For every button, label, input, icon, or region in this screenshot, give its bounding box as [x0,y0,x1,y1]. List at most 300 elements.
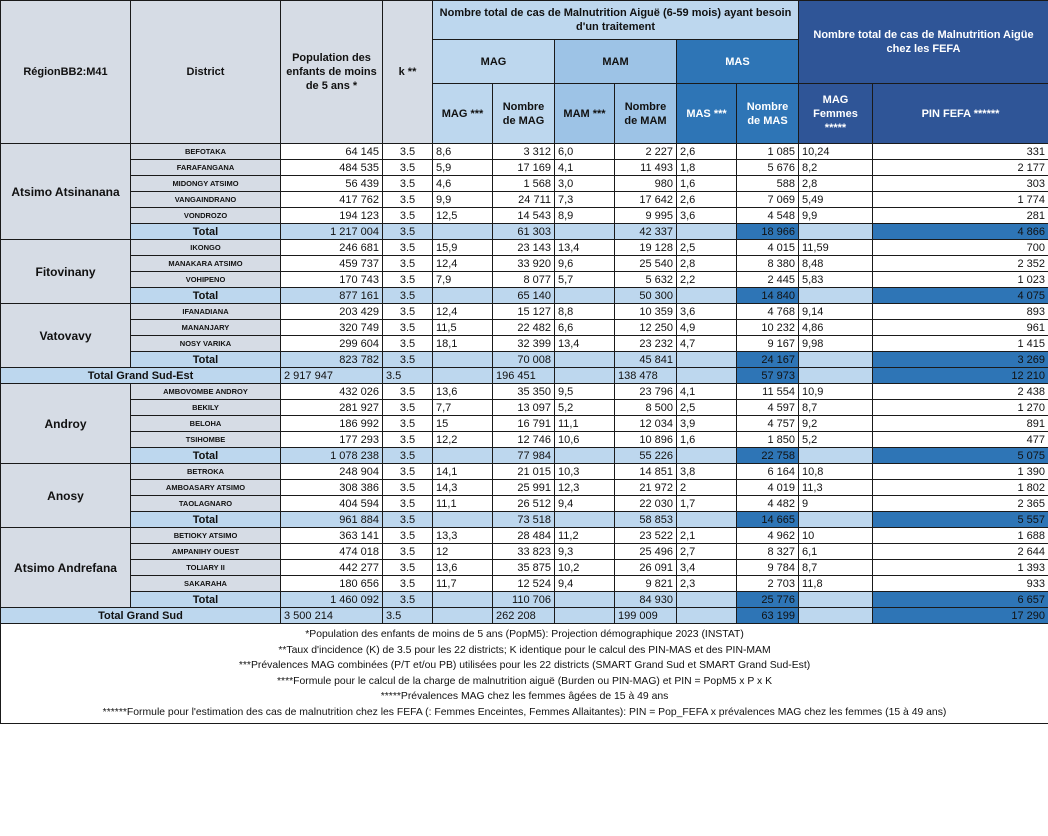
mag-prevalence-cell: 13,6 [433,560,493,576]
mas-count-cell: 9 784 [737,560,799,576]
total-blank [799,352,873,368]
footnote-line: **Taux d'incidence (K) de 3.5 pour les 22 districts; K identique pour le calcul des PIN-MAS et des PIN-MAM [278,644,771,656]
mag-femmes-cell: 9,98 [799,336,873,352]
k-cell: 3.5 [383,496,433,512]
district-row [1,320,1048,336]
mag-prevalence-cell: 9,9 [433,192,493,208]
mas-count-cell: 1 085 [737,144,799,160]
mas-count-cell: 1 850 [737,432,799,448]
mag-femmes-header: MAG Femmes ***** [799,84,873,144]
mas-prevalence-cell: 3,6 [677,304,737,320]
mas-count-cell: 4 015 [737,240,799,256]
total-mag-count: 73 518 [493,512,555,528]
grand-total-k: 3.5 [383,608,433,624]
k-cell: 3.5 [383,560,433,576]
mag-femmes-cell: 6,1 [799,544,873,560]
total-blank [677,448,737,464]
mag-femmes-cell: 11,8 [799,576,873,592]
k-cell: 3.5 [383,208,433,224]
k-cell: 3.5 [383,576,433,592]
mam-prevalence-cell: 13,4 [555,336,615,352]
mag-count-cell: 32 399 [493,336,555,352]
district-name: BEFOTAKA [131,144,281,160]
district-row [1,336,1048,352]
pin-fefa-cell: 1 688 [873,528,1048,544]
mam-prevalence-cell: 12,3 [555,480,615,496]
grand-sud-est-total-row [1,368,1048,384]
total-blank [555,352,615,368]
district-name: SAKARAHA [131,576,281,592]
district-name: BEKILY [131,400,281,416]
district-row [1,544,1048,560]
population-cell: 64 145 [281,144,383,160]
total-blank [799,448,873,464]
district-name: MANANJARY [131,320,281,336]
mag-prevalence-cell: 18,1 [433,336,493,352]
total-population: 1 217 004 [281,224,383,240]
total-mas-count: 22 758 [737,448,799,464]
grand-total-label: Total Grand Sud-Est [1,368,281,384]
population-cell: 442 277 [281,560,383,576]
mag-count-cell: 22 482 [493,320,555,336]
total-k: 3.5 [383,512,433,528]
district-name: BETIOKY ATSIMO [131,528,281,544]
pin-fefa-cell: 891 [873,416,1048,432]
mam-prevalence-cell: 11,1 [555,416,615,432]
k-cell: 3.5 [383,544,433,560]
pin-fefa-cell: 2 644 [873,544,1048,560]
mag-count-cell: 35 350 [493,384,555,400]
region-total-row [1,288,1048,304]
mam-prevalence-cell: 6,6 [555,320,615,336]
mag-femmes-cell: 9,2 [799,416,873,432]
mam-count-cell: 23 232 [615,336,677,352]
district-name: VONDROZO [131,208,281,224]
mam-prevalence-header: MAM *** [555,84,615,144]
total-blank [799,224,873,240]
mag-prevalence-cell: 11,1 [433,496,493,512]
district-row [1,304,1048,320]
mag-femmes-cell: 5,49 [799,192,873,208]
population-cell: 180 656 [281,576,383,592]
total-label: Total [131,288,281,304]
k-cell: 3.5 [383,528,433,544]
total-label: Total [131,448,281,464]
mag-count-cell: 13 097 [493,400,555,416]
k-cell: 3.5 [383,272,433,288]
population-cell: 281 927 [281,400,383,416]
mag-prevalence-cell: 12 [433,544,493,560]
mam-count-cell: 22 030 [615,496,677,512]
mam-count-cell: 9 995 [615,208,677,224]
total-blank [555,512,615,528]
mam-prevalence-cell: 10,2 [555,560,615,576]
mag-count-cell: 12 746 [493,432,555,448]
mam-prevalence-cell: 6,0 [555,144,615,160]
mas-count-cell: 9 167 [737,336,799,352]
mag-femmes-cell: 4,86 [799,320,873,336]
grand-total-blank [433,368,493,384]
pin-fefa-cell: 1 390 [873,464,1048,480]
district-row [1,144,1048,160]
population-cell: 299 604 [281,336,383,352]
footnote-line: ***Prévalences MAG combinées (P/T et/ou PB) utilisées pour les 22 districts (SMART Grand Sud et SMART Grand Sud-Est) [238,660,811,671]
mas-prevalence-cell: 2,1 [677,528,737,544]
mag-prevalence-cell: 12,5 [433,208,493,224]
k-cell: 3.5 [383,304,433,320]
mag-count-cell: 33 823 [493,544,555,560]
population-cell: 432 026 [281,384,383,400]
district-name: MANAKARA ATSIMO [131,256,281,272]
mas-prevalence-cell: 1,6 [677,176,737,192]
total-k: 3.5 [383,352,433,368]
mam-prevalence-cell: 9,3 [555,544,615,560]
population-cell: 248 904 [281,464,383,480]
total-mam-count: 55 226 [615,448,677,464]
total-blank [555,224,615,240]
total-blank [677,288,737,304]
mag-count-cell: 14 543 [493,208,555,224]
district-name: AMBOASARY ATSIMO [131,480,281,496]
pin-fefa-cell: 961 [873,320,1048,336]
k-cell: 3.5 [383,176,433,192]
mas-count-cell: 2 703 [737,576,799,592]
mam-count-cell: 5 632 [615,272,677,288]
region-name: Vatovavy [1,304,131,368]
district-row [1,576,1048,592]
mas-count-header: Nombre de MAS [737,84,799,144]
mas-count-cell: 4 482 [737,496,799,512]
mag-prevalence-cell: 15,9 [433,240,493,256]
k-cell: 3.5 [383,240,433,256]
district-row [1,416,1048,432]
mam-prevalence-cell: 10,3 [555,464,615,480]
grand-total-blank [433,608,493,624]
mam-prevalence-cell: 3,0 [555,176,615,192]
mag-count-cell: 21 015 [493,464,555,480]
mas-count-cell: 5 676 [737,160,799,176]
mas-count-cell: 4 768 [737,304,799,320]
mas-count-cell: 588 [737,176,799,192]
total-blank [677,352,737,368]
mas-prevalence-cell: 4,9 [677,320,737,336]
total-label: Total [131,592,281,608]
pin-fefa-cell: 281 [873,208,1048,224]
mam-prevalence-cell: 7,3 [555,192,615,208]
footnotes-row [1,624,1048,724]
mam-count-cell: 23 522 [615,528,677,544]
pin-fefa-cell: 2 177 [873,160,1048,176]
k-cell: 3.5 [383,384,433,400]
mag-femmes-cell: 5,83 [799,272,873,288]
total-mas-count: 14 840 [737,288,799,304]
population-cell: 186 992 [281,416,383,432]
district-name: AMPANIHY OUEST [131,544,281,560]
mas-prevalence-cell: 2,5 [677,240,737,256]
region-header: RégionBB2:M41 [1,1,131,144]
grand-total-mag-count: 262 208 [493,608,555,624]
total-population: 961 884 [281,512,383,528]
region-name: Fitovinany [1,240,131,304]
district-row [1,480,1048,496]
region-total-row [1,224,1048,240]
mag-count-header: Nombre de MAG [493,84,555,144]
mag-prevalence-cell: 7,7 [433,400,493,416]
total-blank [433,224,493,240]
grand-total-label: Total Grand Sud [1,608,281,624]
total-blank [677,592,737,608]
grand-total-blank [555,368,615,384]
population-cell: 363 141 [281,528,383,544]
mas-count-cell: 4 962 [737,528,799,544]
footnote-line: *****Prévalences MAG chez les femmes âgées de 15 à 49 ans [380,691,669,702]
mag-femmes-cell: 10 [799,528,873,544]
mag-count-cell: 3 312 [493,144,555,160]
mag-prevalence-header: MAG *** [433,84,493,144]
total-pin-fefa: 4 075 [873,288,1048,304]
footnotes [1,624,1048,724]
mam-count-cell: 12 250 [615,320,677,336]
population-cell: 459 737 [281,256,383,272]
grand-total-blank [799,368,873,384]
district-name: FARAFANGANA [131,160,281,176]
mag-group-header: MAG [433,40,555,84]
mag-count-cell: 35 875 [493,560,555,576]
total-pin-fefa: 3 269 [873,352,1048,368]
population-cell: 417 762 [281,192,383,208]
mas-prevalence-cell: 2,8 [677,256,737,272]
total-blank [433,288,493,304]
mag-femmes-cell: 10,8 [799,464,873,480]
district-header: District [131,1,281,144]
fefa-group-header: Nombre total de cas de Malnutrition Aigüe chez les FEFA [799,1,1048,84]
total-blank [433,592,493,608]
pin-fefa-cell: 331 [873,144,1048,160]
grand-sud-total-row [1,608,1048,624]
pin-fefa-cell: 1 415 [873,336,1048,352]
total-mag-count: 77 984 [493,448,555,464]
region-name: Atsimo Atsinanana [1,144,131,240]
mag-femmes-cell: 10,9 [799,384,873,400]
grand-total-k: 3.5 [383,368,433,384]
district-row [1,272,1048,288]
population-cell: 246 681 [281,240,383,256]
mas-prevalence-cell: 3,9 [677,416,737,432]
k-cell: 3.5 [383,432,433,448]
total-mag-count: 110 706 [493,592,555,608]
district-name: VOHIPENO [131,272,281,288]
k-cell: 3.5 [383,160,433,176]
region-total-row [1,512,1048,528]
region-total-row [1,352,1048,368]
mam-count-cell: 980 [615,176,677,192]
population-cell: 320 749 [281,320,383,336]
district-row [1,432,1048,448]
mag-count-cell: 23 143 [493,240,555,256]
population-cell: 203 429 [281,304,383,320]
mas-count-cell: 4 548 [737,208,799,224]
mam-count-cell: 12 034 [615,416,677,432]
k-cell: 3.5 [383,320,433,336]
mam-prevalence-cell: 5,2 [555,400,615,416]
mag-femmes-cell: 11,3 [799,480,873,496]
mag-count-cell: 16 791 [493,416,555,432]
mas-prevalence-header: MAS *** [677,84,737,144]
total-population: 1 460 092 [281,592,383,608]
pin-fefa-cell: 893 [873,304,1048,320]
mas-prevalence-cell: 2,3 [677,576,737,592]
total-blank [799,592,873,608]
mas-prevalence-cell: 4,7 [677,336,737,352]
mam-count-cell: 25 540 [615,256,677,272]
district-name: NOSY VARIKA [131,336,281,352]
mam-count-cell: 17 642 [615,192,677,208]
mam-count-cell: 9 821 [615,576,677,592]
mag-femmes-cell: 9,9 [799,208,873,224]
region-total-row [1,448,1048,464]
pin-fefa-cell: 700 [873,240,1048,256]
mam-prevalence-cell: 8,8 [555,304,615,320]
district-row [1,192,1048,208]
mam-count-cell: 26 091 [615,560,677,576]
region-name: Atsimo Andrefana [1,528,131,608]
population-cell: 170 743 [281,272,383,288]
mag-count-cell: 28 484 [493,528,555,544]
total-blank [799,512,873,528]
population-header: Population des enfants de moins de 5 ans * [281,1,383,144]
grand-total-population: 2 917 947 [281,368,383,384]
mag-femmes-cell: 10,24 [799,144,873,160]
pin-fefa-cell: 1 802 [873,480,1048,496]
mag-count-cell: 25 991 [493,480,555,496]
mas-count-cell: 2 445 [737,272,799,288]
total-blank [555,288,615,304]
mas-prevalence-cell: 3,6 [677,208,737,224]
mag-prevalence-cell: 13,3 [433,528,493,544]
mam-group-header: MAM [555,40,677,84]
district-row [1,400,1048,416]
k-cell: 3.5 [383,256,433,272]
mas-count-cell: 4 597 [737,400,799,416]
mag-femmes-cell: 11,59 [799,240,873,256]
mag-count-cell: 26 512 [493,496,555,512]
grand-total-blank [799,608,873,624]
region-name: Anosy [1,464,131,528]
mag-femmes-cell: 8,48 [799,256,873,272]
total-population: 1 078 238 [281,448,383,464]
mag-prevalence-cell: 12,4 [433,304,493,320]
mas-prevalence-cell: 1,7 [677,496,737,512]
pin-fefa-cell: 933 [873,576,1048,592]
population-cell: 404 594 [281,496,383,512]
total-k: 3.5 [383,224,433,240]
footnote-line: *Population des enfants de moins de 5 ans (PopM5): Projection démographique 2023 (INSTAT) [305,629,744,640]
pin-fefa-cell: 1 393 [873,560,1048,576]
population-cell: 177 293 [281,432,383,448]
total-k: 3.5 [383,592,433,608]
mag-femmes-cell: 9,14 [799,304,873,320]
mam-count-cell: 11 493 [615,160,677,176]
mag-prevalence-cell: 12,2 [433,432,493,448]
mas-count-cell: 4 757 [737,416,799,432]
total-mam-count: 58 853 [615,512,677,528]
total-mam-count: 45 841 [615,352,677,368]
mag-prevalence-cell: 13,6 [433,384,493,400]
grand-total-pin-fefa: 12 210 [873,368,1048,384]
pin-fefa-cell: 1 270 [873,400,1048,416]
k-cell: 3.5 [383,192,433,208]
mag-count-cell: 24 711 [493,192,555,208]
mam-count-cell: 23 796 [615,384,677,400]
pin-fefa-cell: 2 352 [873,256,1048,272]
mag-count-cell: 1 568 [493,176,555,192]
district-name: IFANADIANA [131,304,281,320]
mag-count-cell: 8 077 [493,272,555,288]
mas-count-cell: 7 069 [737,192,799,208]
grand-total-mam-count: 138 478 [615,368,677,384]
district-row [1,496,1048,512]
region-name: Androy [1,384,131,464]
district-name: TAOLAGNARO [131,496,281,512]
total-population: 877 161 [281,288,383,304]
cases-group-header: Nombre total de cas de Malnutrition Aiguë (6-59 mois) ayant besoin d'un traitement [433,1,799,40]
district-name: BELOHA [131,416,281,432]
grand-total-mas-count: 57 973 [737,368,799,384]
mas-prevalence-cell: 1,6 [677,432,737,448]
grand-total-blank [677,608,737,624]
mam-count-cell: 8 500 [615,400,677,416]
district-row [1,384,1048,400]
total-pin-fefa: 6 657 [873,592,1048,608]
mam-prevalence-cell: 9,5 [555,384,615,400]
district-name: TOLIARY II [131,560,281,576]
mas-count-cell: 4 019 [737,480,799,496]
mam-prevalence-cell: 11,2 [555,528,615,544]
pin-fefa-cell: 303 [873,176,1048,192]
mas-count-cell: 11 554 [737,384,799,400]
total-pin-fefa: 4 866 [873,224,1048,240]
grand-total-mam-count: 199 009 [615,608,677,624]
mam-count-cell: 2 227 [615,144,677,160]
mag-prevalence-cell: 4,6 [433,176,493,192]
pin-fefa-cell: 477 [873,432,1048,448]
mag-count-cell: 17 169 [493,160,555,176]
district-name: VANGAINDRANO [131,192,281,208]
mag-prevalence-cell: 11,7 [433,576,493,592]
mag-prevalence-cell: 5,9 [433,160,493,176]
mas-prevalence-cell: 2,7 [677,544,737,560]
total-mag-count: 61 303 [493,224,555,240]
population-cell: 56 439 [281,176,383,192]
mam-prevalence-cell: 10,6 [555,432,615,448]
total-label: Total [131,352,281,368]
mas-prevalence-cell: 2,2 [677,272,737,288]
footnote-line: ****Formule pour le calcul de la charge de malnutrition aiguë (Burden ou PIN-MAG) et PIN = PopM5 x P x K [276,675,773,687]
district-row [1,176,1048,192]
total-mam-count: 50 300 [615,288,677,304]
total-label: Total [131,224,281,240]
pin-fefa-cell: 2 365 [873,496,1048,512]
total-mas-count: 14 665 [737,512,799,528]
mas-prevalence-cell: 3,8 [677,464,737,480]
region-total-row [1,592,1048,608]
total-mas-count: 25 776 [737,592,799,608]
total-blank [799,288,873,304]
mas-prevalence-cell: 2,6 [677,192,737,208]
mam-prevalence-cell: 4,1 [555,160,615,176]
total-k: 3.5 [383,288,433,304]
district-row [1,160,1048,176]
